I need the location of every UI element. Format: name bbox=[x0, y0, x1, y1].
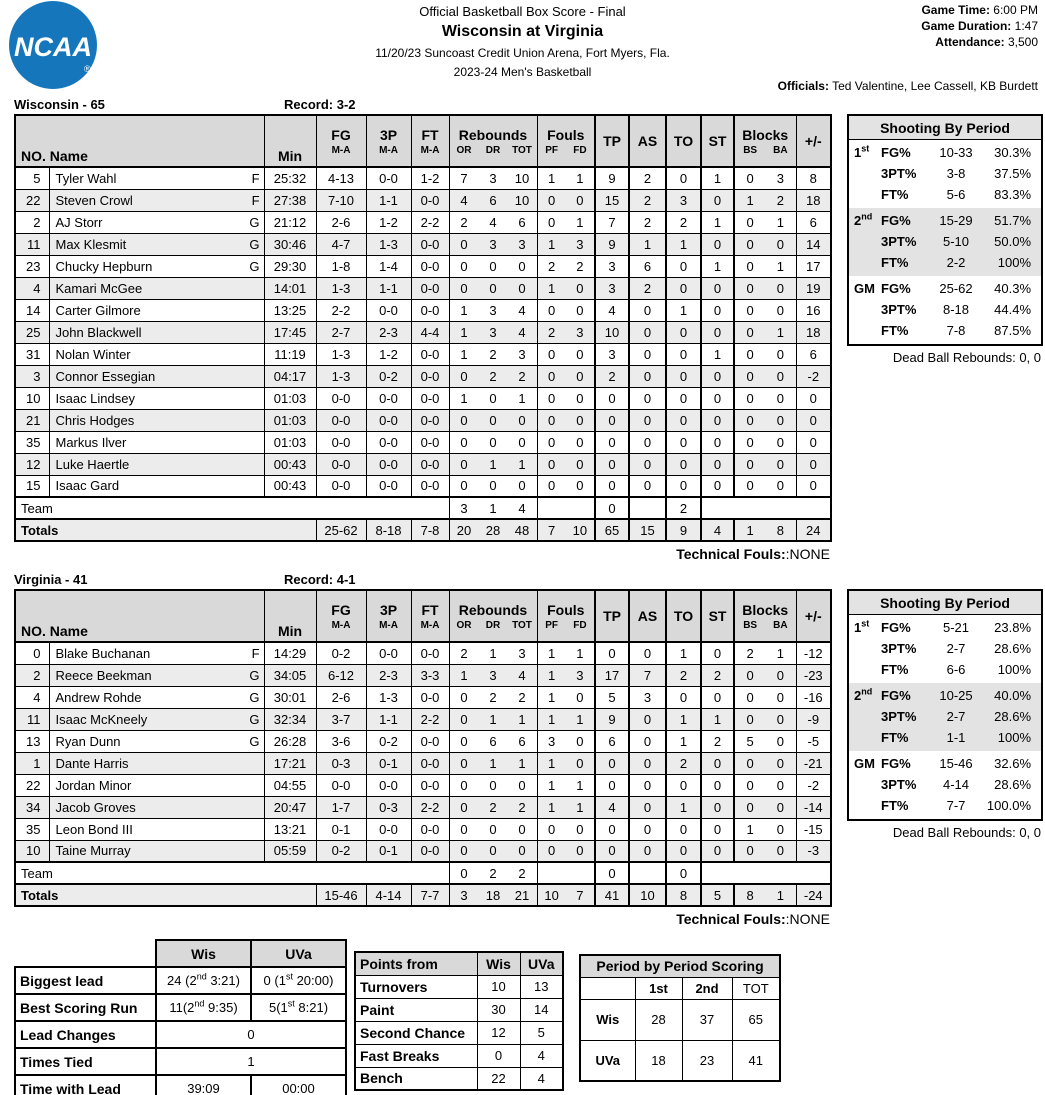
lead-row: Time with Lead 39:09 00:00 bbox=[15, 1075, 346, 1095]
player-row: 13 Ryan Dunn G 26:28 3-6 0-2 0-0 0 6 6 3 0 6 0 1 2 5 0 -5 bbox=[15, 730, 831, 752]
shooting-period-group bbox=[849, 276, 1041, 344]
shooting-panel-title: Shooting By Period bbox=[849, 591, 1041, 615]
shooting-column bbox=[847, 114, 1043, 365]
team-section-virginia bbox=[14, 572, 1045, 927]
player-row: 35 Leon Bond III 13:21 0-1 0-0 0-0 0 0 0 0 0 0 0 0 0 1 0 -15 bbox=[15, 818, 831, 840]
technical-fouls-line: Technical Fouls::NONE bbox=[676, 911, 830, 927]
player-row: 5 Tyler Wahl F 25:32 4-13 0-0 1-2 7 3 10 1 1 9 2 0 1 0 3 8 bbox=[15, 167, 831, 189]
lead-header-row: Wis UVa bbox=[15, 940, 346, 967]
team-title-line bbox=[14, 572, 1045, 587]
attendance: Attendance: 3,500 bbox=[935, 35, 1038, 49]
shooting-period-group bbox=[849, 751, 1041, 819]
shooting-row: FT% 5-6 83.3% bbox=[881, 187, 1032, 202]
technical-fouls-line: Technical Fouls::NONE bbox=[676, 546, 830, 562]
season-line: 2023-24 Men's Basketball bbox=[453, 65, 592, 79]
shooting-row: 1st FG% 10-33 30.3% bbox=[854, 143, 1032, 160]
points-from-table bbox=[354, 951, 564, 1091]
box-header-row: NO. Name Min FG M-A 3P M-A FT M-A Rebounds OR DR TOT Fouls PF FD TP AS TO ST Blocks BS BA +/- bbox=[15, 590, 831, 642]
wisconsin-box-table bbox=[14, 114, 832, 542]
shooting-row: FT% 1-1 100% bbox=[881, 730, 1032, 745]
player-row: 15 Isaac Gard 00:43 0-0 0-0 0-0 0 0 0 0 0 0 0 0 0 0 0 0 bbox=[15, 475, 831, 497]
shooting-row: 3PT% 5-10 50.0% bbox=[881, 234, 1032, 249]
header-center bbox=[0, 4, 1045, 79]
player-row: 4 Andrew Rohde G 30:01 2-6 1-3 0-0 0 2 2 1 0 5 3 0 0 0 0 -16 bbox=[15, 686, 831, 708]
lead-row: Best Scoring Run 11(2nd 9:35) 5(1st 8:21) bbox=[15, 994, 346, 1021]
player-row: 11 Max Klesmit G 30:46 4-7 1-3 0-0 0 3 3 1 3 9 1 1 0 0 0 14 bbox=[15, 233, 831, 255]
shooting-row: 3PT% 3-8 37.5% bbox=[881, 166, 1032, 181]
shooting-row: 3PT% 4-14 28.6% bbox=[881, 777, 1032, 792]
shooting-row: 3PT% 8-18 44.4% bbox=[881, 302, 1032, 317]
shooting-panel-title: Shooting By Period bbox=[849, 116, 1041, 140]
shooting-row: GM FG% 25-62 40.3% bbox=[854, 281, 1032, 296]
player-row: 10 Taine Murray 05:59 0-2 0-1 0-0 0 0 0 0 0 0 0 0 0 0 0 -3 bbox=[15, 840, 831, 862]
shooting-period-group bbox=[849, 615, 1041, 683]
shooting-period-group bbox=[849, 683, 1041, 751]
team-title-line bbox=[14, 97, 1045, 112]
shooting-period-group bbox=[849, 140, 1041, 208]
team-name-score: Wisconsin - 65 bbox=[14, 97, 105, 112]
points-row: Paint 30 14 bbox=[355, 998, 563, 1021]
period-header-row: 1st 2nd TOT bbox=[580, 977, 780, 999]
player-row: 34 Jacob Groves 20:47 1-7 0-3 2-2 0 2 2 1 1 4 0 1 0 0 0 -14 bbox=[15, 796, 831, 818]
team-section-wisconsin bbox=[14, 97, 1045, 562]
shooting-row: 3PT% 2-7 28.6% bbox=[881, 709, 1032, 724]
team-name-score: Virginia - 41 bbox=[14, 572, 88, 587]
period-row: Wis 28 37 65 bbox=[580, 999, 780, 1040]
shooting-row: FT% 7-8 87.5% bbox=[881, 323, 1032, 338]
totals-row: Totals 25-62 8-18 7-8 20 28 48 7 10 65 15 9 4 1 8 24 bbox=[15, 519, 831, 541]
period-title-row: Period by Period Scoring bbox=[580, 955, 780, 977]
bottom-summary bbox=[14, 939, 1045, 1095]
player-row: 0 Blake Buchanan F 14:29 0-2 0-0 0-0 2 1 3 1 1 0 0 1 0 2 1 -12 bbox=[15, 642, 831, 664]
svg-text:NCAA: NCAA bbox=[14, 32, 92, 62]
player-row: 22 Jordan Minor 04:55 0-0 0-0 0-0 0 0 0 1 1 0 0 0 0 0 0 -2 bbox=[15, 774, 831, 796]
shooting-row: FT% 2-2 100% bbox=[881, 255, 1032, 270]
shooting-row: FT% 7-7 100.0% bbox=[881, 798, 1032, 813]
lead-row: Lead Changes 0 bbox=[15, 1021, 346, 1048]
game-meta bbox=[921, 2, 1038, 50]
report-header bbox=[0, 0, 1045, 97]
points-row: Second Chance 12 5 bbox=[355, 1021, 563, 1044]
player-row: 12 Luke Haertle 00:43 0-0 0-0 0-0 0 1 1 0 0 0 0 0 0 0 0 0 bbox=[15, 453, 831, 475]
shooting-by-period-panel bbox=[847, 114, 1043, 346]
shooting-column bbox=[847, 589, 1043, 840]
player-row: 31 Nolan Winter 11:19 1-3 1-2 0-0 1 2 3 0 0 3 0 0 1 0 0 6 bbox=[15, 343, 831, 365]
team-record: Record: 3-2 bbox=[284, 97, 356, 112]
period-scoring-table bbox=[579, 954, 781, 1082]
lead-row: Biggest lead 24 (2nd 3:21) 0 (1st 20:00) bbox=[15, 967, 346, 994]
player-row: 35 Markus Ilver 01:03 0-0 0-0 0-0 0 0 0 0 0 0 0 0 0 0 0 0 bbox=[15, 431, 831, 453]
game-duration: Game Duration: 1:47 bbox=[921, 19, 1038, 33]
venue-line: 11/20/23 Suncoast Credit Union Arena, Fort Myers, Fla. bbox=[375, 46, 670, 60]
lead-row: Times Tied 1 bbox=[15, 1048, 346, 1075]
shooting-by-period-panel bbox=[847, 589, 1043, 821]
shooting-row: 3PT% 2-7 28.6% bbox=[881, 641, 1032, 656]
totals-row: Totals 15-46 4-14 7-7 3 18 21 10 7 41 10 8 5 8 1 -24 bbox=[15, 884, 831, 906]
player-row: 1 Dante Harris 17:21 0-3 0-1 0-0 0 1 1 1 0 0 0 2 0 0 0 -21 bbox=[15, 752, 831, 774]
shooting-row: 1st FG% 5-21 23.8% bbox=[854, 618, 1032, 635]
report-title: Official Basketball Box Score - Final bbox=[419, 4, 626, 19]
shooting-row: 2nd FG% 15-29 51.7% bbox=[854, 211, 1032, 228]
player-row: 23 Chucky Hepburn G 29:30 1-8 1-4 0-0 0 0 0 2 2 3 6 0 1 0 1 17 bbox=[15, 255, 831, 277]
player-row: 14 Carter Gilmore 13:25 2-2 0-0 0-0 1 3 4 0 0 4 0 1 0 0 0 16 bbox=[15, 299, 831, 321]
virginia-box-table bbox=[14, 589, 832, 907]
officials-line: Officials: Ted Valentine, Lee Cassell, KB Burdett bbox=[777, 79, 1038, 93]
shooting-row: 2nd FG% 10-25 40.0% bbox=[854, 686, 1032, 703]
points-row: Turnovers 10 13 bbox=[355, 975, 563, 998]
player-row: 21 Chris Hodges 01:03 0-0 0-0 0-0 0 0 0 0 0 0 0 0 0 0 0 0 bbox=[15, 409, 831, 431]
shooting-row: GM FG% 15-46 32.6% bbox=[854, 756, 1032, 771]
team-record: Record: 4-1 bbox=[284, 572, 356, 587]
points-row: Bench 22 4 bbox=[355, 1067, 563, 1090]
player-row: 25 John Blackwell 17:45 2-7 2-3 4-4 1 3 4 2 3 10 0 0 0 0 1 18 bbox=[15, 321, 831, 343]
player-row: 2 AJ Storr G 21:12 2-6 1-2 2-2 2 4 6 0 1 7 2 2 1 0 1 6 bbox=[15, 211, 831, 233]
player-row: 22 Steven Crowl F 27:38 7-10 1-1 0-0 4 6 10 0 0 15 2 3 0 1 2 18 bbox=[15, 189, 831, 211]
player-row: 11 Isaac McKneely G 32:34 3-7 1-1 2-2 0 1 1 1 1 9 0 1 1 0 0 -9 bbox=[15, 708, 831, 730]
player-row: 3 Connor Essegian 04:17 1-3 0-2 0-0 0 2 2 0 0 2 0 0 0 0 0 -2 bbox=[15, 365, 831, 387]
shooting-period-group bbox=[849, 208, 1041, 276]
player-row: 10 Isaac Lindsey 01:03 0-0 0-0 0-0 1 0 1 0 0 0 0 0 0 0 0 0 bbox=[15, 387, 831, 409]
team-row: Team 3 1 4 0 2 bbox=[15, 497, 831, 519]
player-row: 4 Kamari McGee 14:01 1-3 1-1 0-0 0 0 0 1 0 3 2 0 0 0 0 19 bbox=[15, 277, 831, 299]
lead-stats-table bbox=[14, 939, 347, 1095]
dead-ball-rebounds: Dead Ball Rebounds: 0, 0 bbox=[892, 825, 1042, 840]
dead-ball-rebounds: Dead Ball Rebounds: 0, 0 bbox=[892, 350, 1042, 365]
box-header-row: NO. Name Min FG M-A 3P M-A FT M-A Rebounds OR DR TOT Fouls PF FD TP AS TO ST Blocks BS BA +/- bbox=[15, 115, 831, 167]
player-row: 2 Reece Beekman G 34:05 6-12 2-3 3-3 1 3 4 1 3 17 7 2 2 0 0 -23 bbox=[15, 664, 831, 686]
period-row: UVa 18 23 41 bbox=[580, 1040, 780, 1081]
matchup-title: Wisconsin at Virginia bbox=[441, 23, 604, 40]
team-row: Team 0 2 2 0 0 bbox=[15, 862, 831, 884]
points-row: Fast Breaks 0 4 bbox=[355, 1044, 563, 1067]
game-time: Game Time: 6:00 PM bbox=[921, 3, 1038, 17]
svg-text:®: ® bbox=[84, 64, 91, 74]
shooting-row: FT% 6-6 100% bbox=[881, 662, 1032, 677]
points-header-row: Points from Wis UVa bbox=[355, 952, 563, 975]
